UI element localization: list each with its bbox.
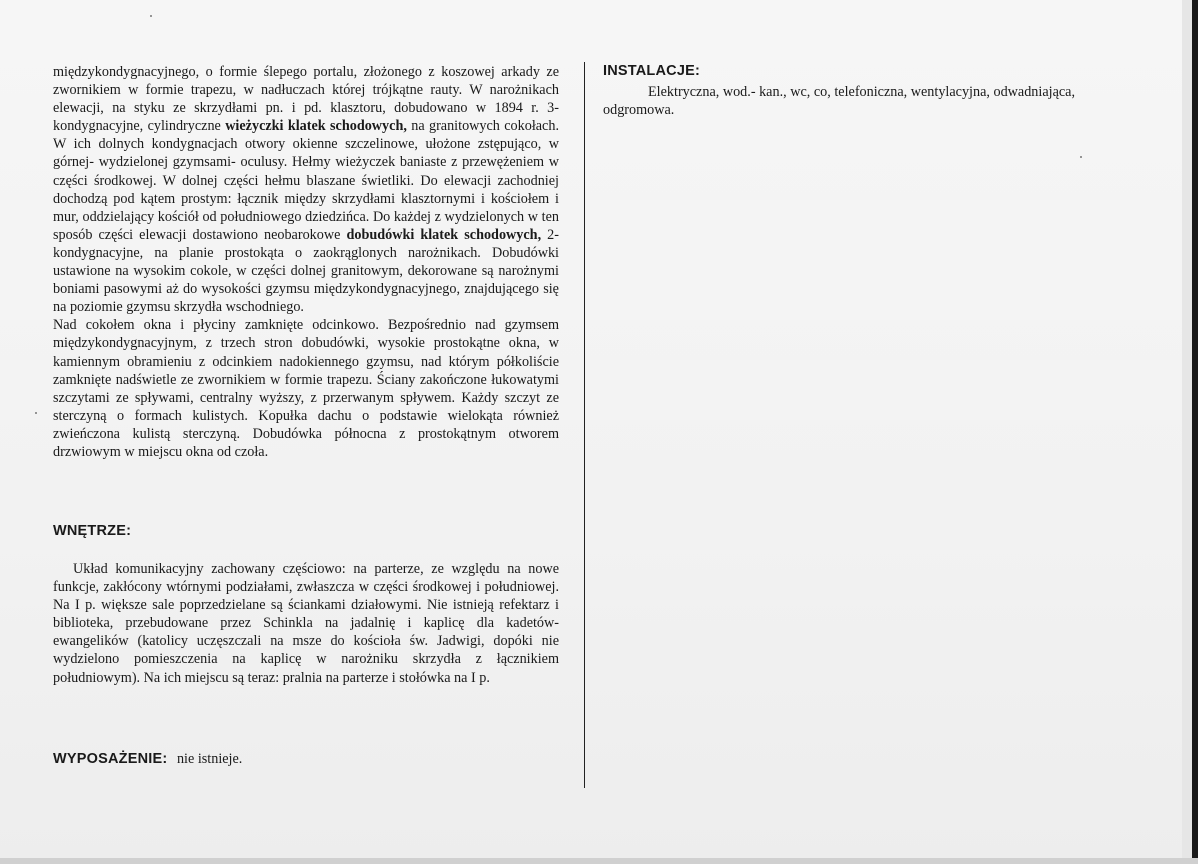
paragraph-zewnetrze-2: Nad cokołem okna i płyciny zamknięte odcinkowo. Bezpośrednio nad gzymsem międzykondygnacyjnym, z trzech stron dobudówki, wysokie prostokątne okna, w kamiennym obramieniu z odcinkiem nadokiennego gzymsu, nad którym półkoliście zamknięte nadświetle ze zwornikiem w formie trapezu. Ściany zakończone łukowatymi szczytami ze spływami, centralny wyższy, z przerwanym spływem. Każdy szczyt ze sterczyną o formach kulistych. Kopułka dachu o podstawie wielokąta również zwieńczona kulistą sterczyną. Dobudówka północna z prostokątnym otworem drzwiowym w miejscu okna od czoła.: [53, 317, 559, 460]
paragraph-zewnetrze-1: [53, 63, 559, 316]
paragraph-text-segment: 2-kondygnacyjne, na planie prostokąta o zaokrąglonych narożnikach. Dobudówki ustawione na wysokim cokole, w części dolnej granitowym, dekorowane są narożnymi boniami pasowymi aż do wysokości gzymsu międzykondygnacyjnego, znajdującego się na poziomie gzymsu skrzydła wschodniego.: [53, 226, 560, 316]
scan-edge-shadow: [1182, 0, 1192, 864]
scan-speck: [1080, 156, 1082, 158]
paragraph-text-segment: na granitowych cokołach. W ich dolnych kondygnacjach otwory okienne szczelinowe, ułożone zstępująco, w górnej- wydzielonej gzymsami- oculusy. Hełmy wieżyczek baniaste z przewężeniem w części środkowej. W dolnej części hełmu blaszane świetliki. Do elewacji zachodniej dochodzą pod kątem prostym: łącznik między skrzydłami klasztornymi i kościołem i mur, oddzielający kościół od południowego dziedzińca. Do każdej z wydzielonych w ten sposób części elewacji dostawiono neobarokowe: [53, 118, 559, 243]
wnetrze-paragraph: Układ komunikacyjny zachowany częściowo: na parterze, ze względu na nowe funkcje, zakłócony wtórnymi podziałami, zwłaszcza w części środkowej i południowej. Na I p. większe sale poprzedzielane są ściankami działowymi. Nie istnieją refektarz i biblioteka, przebudowane przez Schinkla na jadalnię i kaplicę dla kadetów- ewangelików (katolicy uczęszczali na msze do kościoła św. Jadwigi, dopóki nie wydzielono pomieszczenia na kaplicę w narożniku skrzydła z łącznikiem południowym). Na ich miejscu są teraz: pralnia na parterze i stołówka na I p.: [53, 561, 559, 686]
scan-speck: [35, 412, 37, 414]
bold-term: dobudówki klatek schodowych,: [346, 226, 542, 243]
wnetrze-section: [53, 560, 559, 687]
bold-term: wieżyczki klatek schodowych,: [225, 118, 407, 135]
column-divider: [584, 62, 585, 788]
instalacje-paragraph: Elektryczna, wod.- kan., wc, co, telefoniczna, wentylacyjna, odwadniająca, odgromowa.: [603, 84, 1076, 119]
instalacje-heading: INSTALACJE:: [603, 63, 700, 79]
wyposazenie-heading: WYPOSAŻENIE:: [53, 751, 168, 767]
scan-edge-bottom: [0, 858, 1198, 864]
paragraph-text-segment: międzykondygnacyjnego, o formie ślepego portalu, złożonego z koszowej arkady ze zwornikiem w formie trapezu, w nadłuczach której trójkątne rauty. W narożnikach elewacji, na styku ze skrzydłami pn. i pd. klasztoru, dobudowano w 1894 r. 3- kondygnacyjne, cylindryczne: [53, 64, 559, 135]
scan-speck: [150, 15, 152, 17]
scan-edge-right: [1192, 0, 1198, 864]
instalacje-section: [603, 83, 1119, 119]
wyposazenie-text: nie istnieje.: [176, 751, 243, 767]
left-column: [53, 63, 559, 461]
wyposazenie-line: [53, 751, 242, 768]
wnetrze-heading: WNĘTRZE:: [53, 523, 132, 539]
